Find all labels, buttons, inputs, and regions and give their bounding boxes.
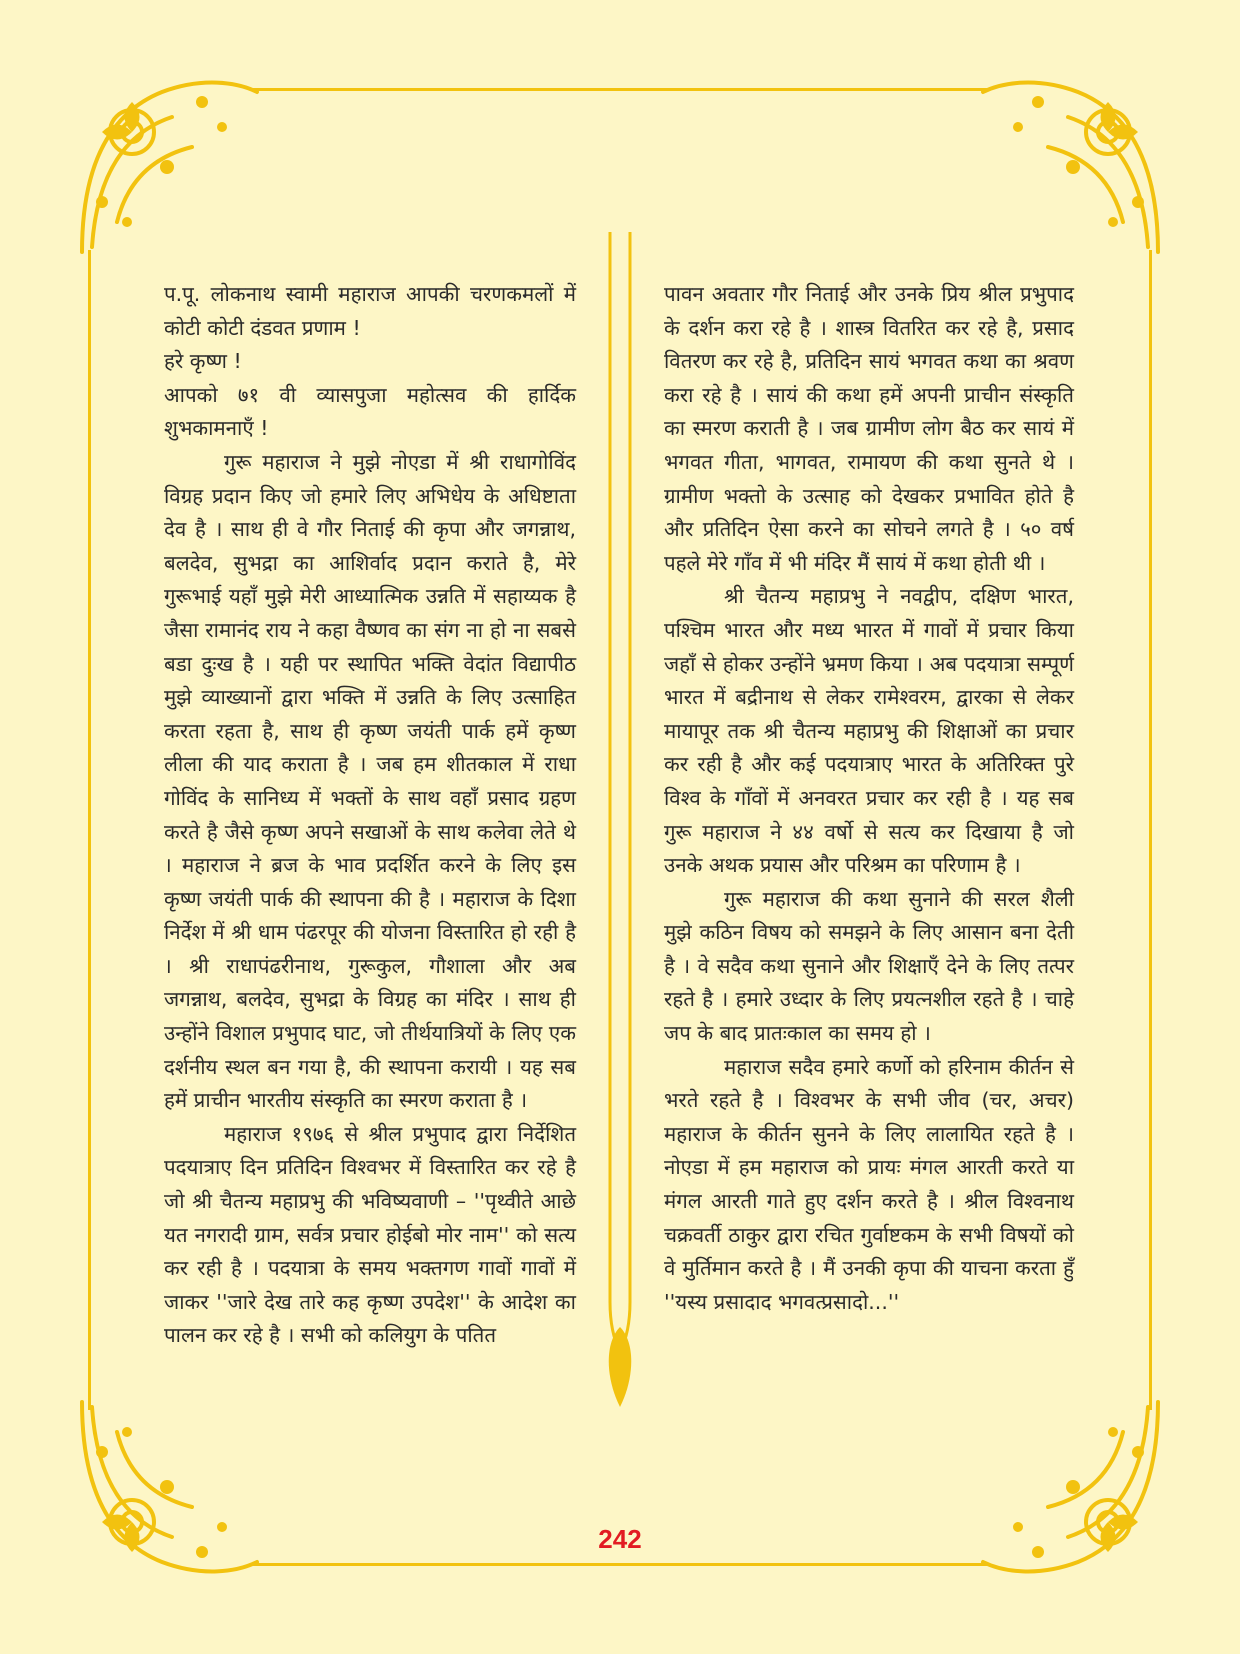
frame-top-line bbox=[250, 88, 990, 91]
corner-ornament-bottom-right bbox=[978, 1392, 1168, 1582]
paragraph: महाराज १९७६ से श्रील प्रभुपाद द्वारा निर्देशित पदयात्राए दिन प्रतिदिन विश्वभर में विस्तारित कर रहे है जो श्री चैतन्य महाप्रभु की भविष्यवाणी – ''पृथ्वीते आछे यत नगरादी ग्राम, सर्वत्र प्रचार होईबो मोर नाम'' को सत्य कर रही है । पदयात्रा के समय भक्तगण गावों गावों में जाकर ''जारे देख तारे कह कृष्ण उपदेश'' के आदेश का पालन कर रहे है । सभी को कलियुग के पतित bbox=[164, 1121, 576, 1348]
paragraph: महाराज सदैव हमारे कर्णो को हरिनाम कीर्तन से भरते रहते है । विश्वभर के सभी जीव (चर, अचर) महाराज के कीर्तन सुनने के लिए लालायित रहते है । नोएडा में हम महाराज को प्रायः मंगल आरती करते या मंगल आरती गाते हुए दर्शन करते है । श्रील विश्वनाथ चक्रवर्ती ठाकुर द्वारा रचित गुर्वाष्टकम के सभी विषयों को वे मुर्तिमान करते है । मैं उनकी कृपा की याचना करता हुँ ''यस्य प्रसादाद भगवत्प्रसादो...'' bbox=[664, 1054, 1074, 1314]
corner-ornament-top-left bbox=[72, 72, 262, 262]
page-number: 242 bbox=[598, 1524, 642, 1554]
paragraph: आपको ७१ वी व्यासपुजा महोत्सव की हार्दिक शुभकामनाएँ ! bbox=[164, 382, 576, 441]
paragraph: पावन अवतार गौर निताई और उनके प्रिय श्रील प्रभुपाद के दर्शन करा रहे है । शास्त्र वितरित कर रहे है, प्रसाद वितरण कर रहे है, प्रतिदिन सायं भगवत कथा का श्रवण करा रहे है । सायं की कथा हमें अपनी प्राचीन संस्कृति का स्मरण कराती है । जब ग्रामीण लोग बैठ कर सायं में भगवत गीता, भागवत, रामायण की कथा सुनते थे । ग्रामीण भक्तो के उत्साह को देखकर प्रभावित होते है और प्रतिदिन ऐसा करने का सोचने लगते है । ५० वर्ष पहले मेरे गाँव में भी मंदिर मैं सायं में कथा होती थी । bbox=[664, 282, 1074, 575]
paragraph: प.पू. लोकनाथ स्वामी महाराज आपकी चरणकमलों में कोटी कोटी दंडवत प्रणाम ! bbox=[164, 282, 576, 340]
frame-left-line bbox=[88, 250, 91, 1410]
paragraph: हरे कृष्ण ! bbox=[164, 349, 242, 374]
corner-ornament-top-right bbox=[978, 72, 1168, 262]
right-text-column bbox=[664, 278, 1074, 1319]
paragraph: गुरू महाराज ने मुझे नोएडा में श्री राधागोविंद विग्रह प्रदान किए जो हमारे लिए अभिधेय के अधिष्टाता देव है । साथ ही वे गौर निताई की कृपा और जगन्नाथ, बलदेव, सुभद्रा का आशिर्वाद प्रदान कराते है, मेरे गुरूभाई यहाँ मुझे मेरी आध्यात्मिक उन्नति में सहाय्यक है जैसा रामानंद राय ने कहा वैष्णव का संग ना हो ना सबसे बडा दुःख है । यही पर स्थापित भक्ति वेदांत विद्यापीठ मुझे व्याख्यानों द्वारा भक्ति में उन्नति के लिए उत्साहित करता रहता है, साथ ही कृष्ण जयंती पार्क हमें कृष्ण लीला की याद कराता है । जब हम शीतकाल में राधा गोविंद के सानिध्य में भक्तों के साथ वहाँ प्रसाद ग्रहण करते है जैसे कृष्ण अपने सखाओं के साथ कलेवा लेते थे । महाराज ने ब्रज के भाव प्रदर्शित करने के लिए इस कृष्ण जयंती पार्क की स्थापना की है । महाराज के दिशा निर्देश में श्री धाम पंढरपूर की योजना विस्तारित हो रही है । श्री राधापंढरीनाथ, गुरूकुल, गौशाला और अब जगन्नाथ, बलदेव, सुभद्रा के विग्रह का मंदिर । साथ ही उन्होंने विशाल प्रभुपाद घाट, जो तीर्थयात्रियों के लिए एक दर्शनीय स्थल बन गया है, की स्थापना करायी । यह सब हमें प्राचीन भारतीय संस्कृति का स्मरण कराता है । bbox=[164, 449, 576, 1113]
center-divider bbox=[603, 232, 637, 1432]
corner-ornament-bottom-left bbox=[72, 1392, 262, 1582]
left-text-column bbox=[164, 278, 576, 1353]
frame-right-line bbox=[1149, 250, 1152, 1410]
frame-bottom-line bbox=[250, 1563, 990, 1566]
paragraph: गुरू महाराज की कथा सुनाने की सरल शैली मुझे कठिन विषय को समझने के लिए आसान बना देती है । वे सदैव कथा सुनाने और शिक्षाएँ देने के लिए तत्पर रहते है । हमारे उध्दार के लिए प्रयत्नशील रहते है । चाहे जप के बाद प्रातःकाल का समय हो । bbox=[664, 886, 1074, 1046]
paragraph: श्री चैतन्य महाप्रभु ने नवद्वीप, दक्षिण भारत, पश्चिम भारत और मध्य भारत में गावों में प्रचार किया जहाँ से होकर उन्होंने भ्रमण किया । अब पदयात्रा सम्पूर्ण भारत में बद्रीनाथ से लेकर रामेश्वरम, द्वारका से लेकर मायापूर तक श्री चैतन्य महाप्रभु की शिक्षाओं का प्रचार कर रही है और कई पदयात्राए भारत के अतिरिक्त पुरे विश्व के गाँवों में अनवरत प्रचार कर रही है । यह सब गुरू महाराज ने ४४ वर्षो से सत्य कर दिखाया है जो उनके अथक प्रयास और परिश्रम का परिणाम है । bbox=[664, 584, 1074, 878]
